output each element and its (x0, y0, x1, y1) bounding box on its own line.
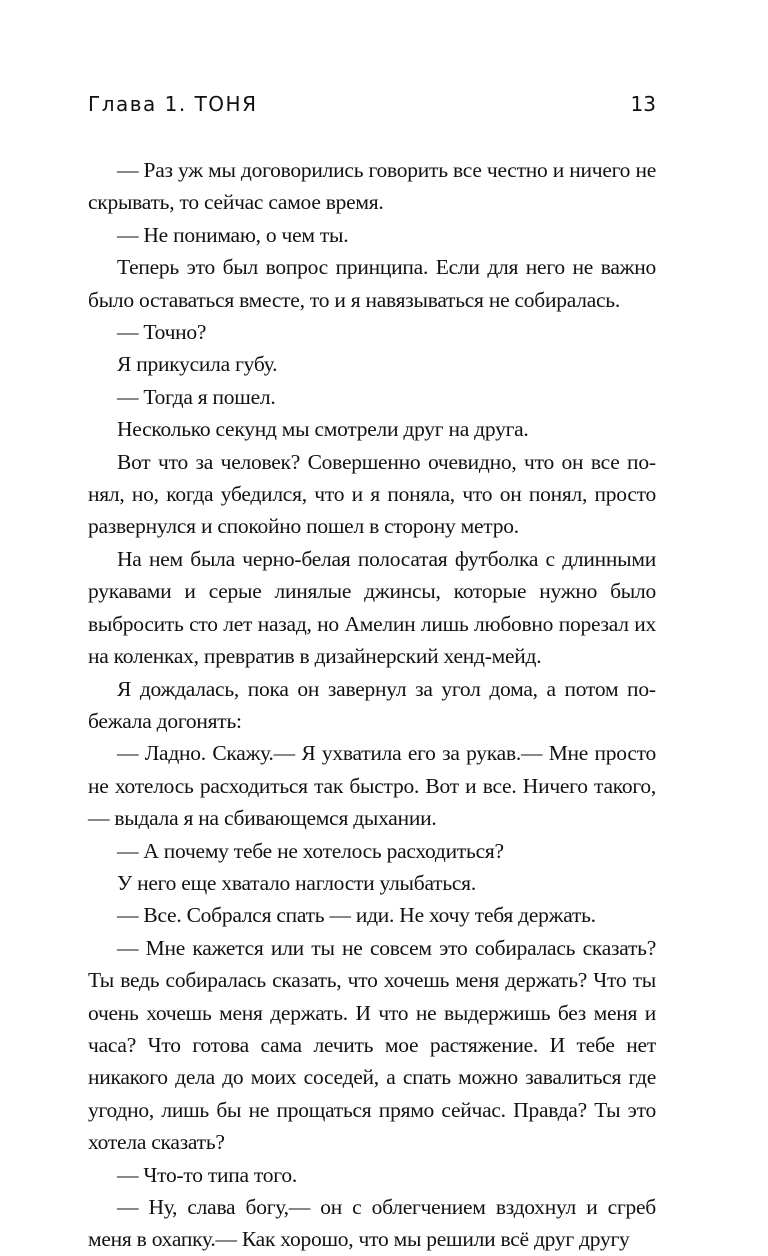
paragraph: — Тогда я пошел. (117, 384, 276, 409)
paragraph: — Мне кажется или ты не совсем это собиралась сказать? Ты ведь собиралась сказать, что хочешь меня держать? Что ты очень хочешь меня держать. И что не выдержишь без меня и часа? Что готова сама лечить мое растяжение. И тебе нет никакого дела до моих соседей, а спать можно завалиться где угодно, лишь бы не прощаться прямо сейчас. Правда? Ты это хотела сказать? (88, 935, 656, 1155)
paragraph: — А почему тебе не хотелось расходиться? (117, 838, 504, 863)
paragraph: Вот что за человек? Совершенно очевидно, что он все понял, но, когда убедился, что и я поняла, что он понял, просто развернулся и спокойно пошел в сторону метро. (88, 449, 656, 539)
chapter-running-title: Глава 1. ТОНЯ (88, 92, 258, 116)
paragraph: У него еще хватало наглости улыбаться. (117, 870, 476, 895)
paragraph: — Точно? (117, 320, 207, 345)
paragraph: Несколько секунд мы смотрели друг на друга. (117, 417, 529, 442)
paragraph: На нем была черно-белая полосатая футболка с длинными рукавами и серые линялые джинсы, которые нужно было выбросить сто лет назад, но Амелин лишь любовно порезал их на коленках, превратив в дизайнерский хенд-мейд. (88, 546, 656, 669)
body-text (88, 154, 656, 1256)
paragraph: — Что-то типа того. (117, 1162, 297, 1187)
page-header (88, 92, 656, 124)
paragraph: Я дождалась, пока он завернул за угол дома, а потом побежала догонять: (88, 676, 656, 733)
paragraph: — Ладно. Скажу.— Я ухватила его за рукав.— Мне просто не хотелось расходиться так быстро. Вот и все. Ничего такого,— выдала я на сбивающемся дыхании. (88, 741, 656, 831)
page-number: 13 (630, 92, 656, 116)
paragraph: — Ну, слава богу,— он с облегчением вздохнул и сгреб меня в охапку.— Как хорошо, что мы решили всё друг другу (88, 1195, 656, 1252)
paragraph: — Раз уж мы договорились говорить все честно и ничего не скрывать, то сейчас самое время. (88, 158, 656, 215)
paragraph: — Все. Собрался спать — иди. Не хочу тебя держать. (117, 903, 596, 928)
paragraph: Теперь это был вопрос принципа. Если для него не важно было оставаться вместе, то и я навязываться не собиралась. (88, 255, 656, 312)
paragraph: — Не понимаю, о чем ты. (117, 222, 349, 247)
paragraph: Я прикусила губу. (117, 352, 278, 377)
